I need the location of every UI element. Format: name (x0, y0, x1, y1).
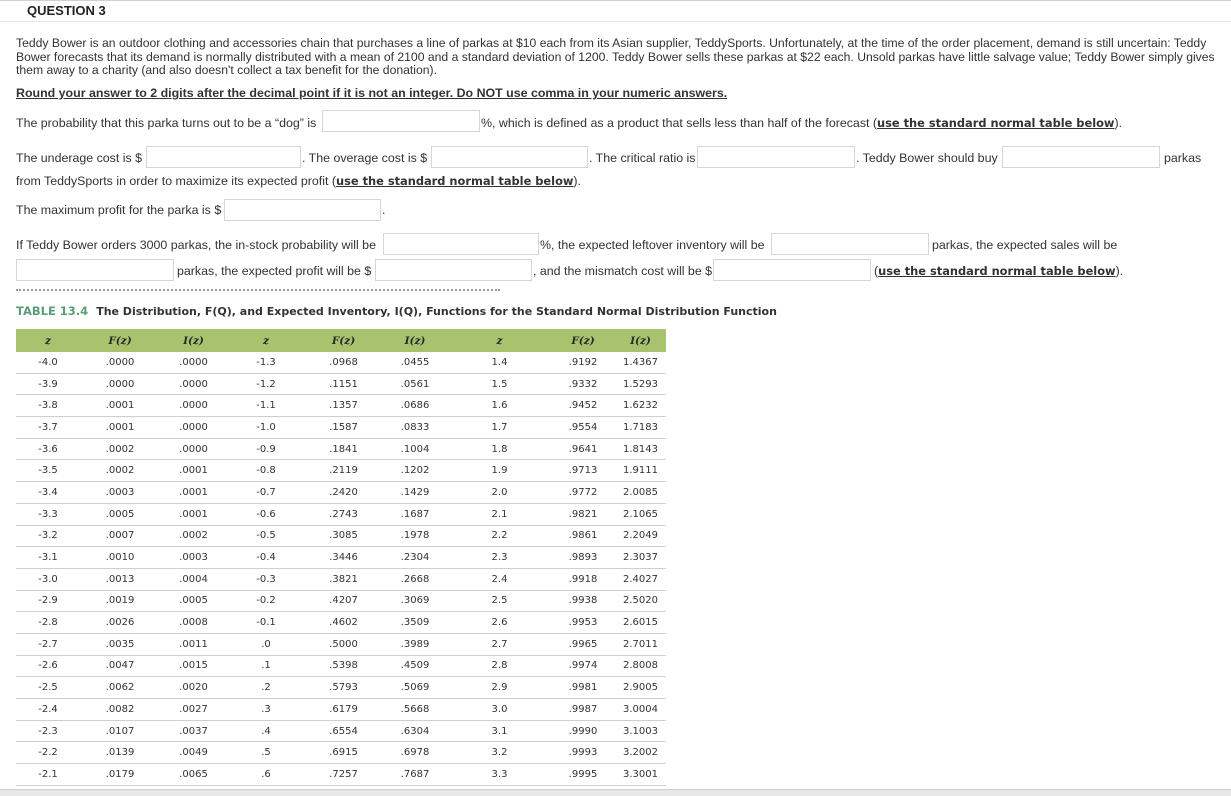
cell-z: -2.6 (16, 655, 80, 677)
in-stock-probability-input[interactable] (383, 233, 539, 255)
cell-z: -3.2 (16, 525, 80, 547)
table-row (448, 395, 666, 417)
table-row (16, 503, 227, 525)
table-row (16, 677, 227, 699)
cell-fz: .9974 (551, 655, 615, 677)
table-row (16, 482, 227, 504)
cell-iz: 2.3037 (615, 547, 666, 569)
table-row (227, 482, 448, 504)
cell-z: 3.2 (448, 742, 551, 764)
header-fz: F(z) (80, 329, 160, 352)
cell-iz: 2.8008 (615, 655, 666, 677)
cell-fz: .0000 (80, 352, 160, 373)
cell-fz: .0035 (80, 633, 160, 655)
cell-iz: .0000 (160, 373, 227, 395)
normal-table-link[interactable]: use the standard normal table below (878, 264, 1116, 278)
cell-z: -1.3 (227, 352, 305, 373)
table-row (227, 699, 448, 721)
cell-fz: .1357 (305, 395, 382, 417)
cell-z: -4.0 (16, 352, 80, 373)
cell-iz: .0037 (160, 720, 227, 742)
cell-z: .3 (227, 699, 305, 721)
table-row (16, 352, 227, 373)
cell-fz: .9713 (551, 460, 615, 482)
cell-iz: .0002 (160, 525, 227, 547)
cell-fz: .2420 (305, 482, 382, 504)
table-row (227, 764, 448, 786)
cell-iz: .0000 (160, 395, 227, 417)
overage-cost-label: . The overage cost is $ (302, 151, 428, 165)
cell-iz: .6304 (382, 720, 448, 742)
cell-z: -0.7 (227, 482, 305, 504)
table-row (448, 352, 666, 373)
cell-fz: .3446 (305, 547, 382, 569)
table-row (227, 395, 448, 417)
table-row (448, 699, 666, 721)
cell-iz: .4509 (382, 655, 448, 677)
cell-iz: 3.1003 (615, 720, 666, 742)
cell-fz: .4207 (305, 590, 382, 612)
cell-fz: .1841 (305, 438, 382, 460)
cell-z: .2 (227, 677, 305, 699)
table-row (16, 417, 227, 439)
q4-end: ). (1115, 264, 1124, 278)
cell-iz: 2.6015 (615, 612, 666, 634)
max-profit-end: . (382, 203, 386, 217)
cell-z: -3.6 (16, 438, 80, 460)
cell-fz: .9332 (551, 373, 615, 395)
cell-iz: .0001 (160, 503, 227, 525)
table-row (448, 525, 666, 547)
cell-fz: .9821 (551, 503, 615, 525)
expected-profit-3000-input[interactable] (375, 259, 532, 281)
cell-iz: .0065 (160, 764, 227, 786)
cell-iz: .0049 (160, 742, 227, 764)
header-z: z (448, 329, 551, 352)
table-row (448, 590, 666, 612)
cell-iz: 2.2049 (615, 525, 666, 547)
cell-fz: .0082 (80, 699, 160, 721)
table-row (227, 503, 448, 525)
table-number: TABLE 13.4 (16, 304, 89, 318)
header-fz: F(z) (305, 329, 382, 352)
problem-statement: Teddy Bower is an outdoor clothing and accessories chain that purchases a line of parkas at $10 each from its Asian supplier, TeddySports. Unfortunately, at the time of the order placement, demand is still uncertain: Teddy Bower forecasts that its demand is normally distributed with a mean of 2100 and a standard deviation of 1200. Teddy Bower sells these parkas at $22 each. Unsold parkas have little salvage value; Teddy Bower simply gives them away to a charity (and also doesn't collect a tax benefit for the donation). (16, 36, 1215, 77)
cell-iz: .1202 (382, 460, 448, 482)
cell-z: -2.2 (16, 742, 80, 764)
cell-z: -0.6 (227, 503, 305, 525)
cell-fz: .9987 (551, 699, 615, 721)
cell-fz: .0062 (80, 677, 160, 699)
header-z: z (16, 329, 80, 352)
cell-z: 2.7 (448, 633, 551, 655)
critical-ratio-label: . The critical ratio is (589, 151, 696, 165)
normal-table-block-1 (16, 329, 227, 786)
table-row (448, 503, 666, 525)
cell-fz: .9993 (551, 742, 615, 764)
cell-z: -0.5 (227, 525, 305, 547)
cell-fz: .0002 (80, 460, 160, 482)
cell-z: -2.8 (16, 612, 80, 634)
table-row (16, 525, 227, 547)
cell-iz: .0027 (160, 699, 227, 721)
cell-fz: .2119 (305, 460, 382, 482)
order-quantity-label: . Teddy Bower should buy (856, 151, 998, 165)
dog-probability-suffix (481, 116, 1122, 130)
cell-fz: .9893 (551, 547, 615, 569)
cell-iz: 3.2002 (615, 742, 666, 764)
table-row (227, 460, 448, 482)
dog-probability-input[interactable] (322, 110, 480, 132)
q4-table-reference: (use the standard normal table below). (874, 264, 1124, 278)
table-row (16, 438, 227, 460)
cell-fz: .9918 (551, 568, 615, 590)
cell-iz: .0008 (160, 612, 227, 634)
rounding-instruction: Round your answer to 2 digits after the decimal point if it is not an integer. Do NOT use comma in your numeric answers. (16, 86, 728, 100)
expected-profit-line (16, 174, 581, 188)
table-row (448, 742, 666, 764)
cell-z: 1.8 (448, 438, 551, 460)
cell-iz: .0001 (160, 460, 227, 482)
cell-z: 1.7 (448, 417, 551, 439)
cell-z: -3.9 (16, 373, 80, 395)
cell-z: 1.5 (448, 373, 551, 395)
cell-fz: .9965 (551, 633, 615, 655)
table-row (448, 547, 666, 569)
cell-fz: .9995 (551, 764, 615, 786)
question-title: QUESTION 3 (27, 3, 106, 18)
cell-z: .6 (227, 764, 305, 786)
cell-iz: 2.9005 (615, 677, 666, 699)
cell-iz: .0000 (160, 352, 227, 373)
cell-iz: .2304 (382, 547, 448, 569)
table-row (448, 764, 666, 786)
table-row (227, 655, 448, 677)
max-profit-label: The maximum profit for the parka is $ (16, 203, 222, 217)
cell-z: -3.7 (16, 417, 80, 439)
table-row (16, 764, 227, 786)
cell-z: 2.8 (448, 655, 551, 677)
expected-sales-label: parkas, the expected sales will be (932, 238, 1118, 252)
cell-iz: .3509 (382, 612, 448, 634)
cell-fz: .0000 (80, 373, 160, 395)
table-row (448, 720, 666, 742)
cell-fz: .0026 (80, 612, 160, 634)
leftover-inventory-input[interactable] (771, 233, 929, 255)
cell-iz: 3.3001 (615, 764, 666, 786)
header-iz: I(z) (382, 329, 448, 352)
table-row (227, 438, 448, 460)
cell-iz: .3989 (382, 633, 448, 655)
cell-z: 1.6 (448, 395, 551, 417)
cell-iz: 3.0004 (615, 699, 666, 721)
cell-z: -3.8 (16, 395, 80, 417)
cell-fz: .0047 (80, 655, 160, 677)
cell-iz: 1.4367 (615, 352, 666, 373)
expected-profit-3000-label: parkas, the expected profit will be $ (177, 264, 372, 278)
cell-fz: .0003 (80, 482, 160, 504)
cell-iz: .0003 (160, 547, 227, 569)
cell-fz: .9554 (551, 417, 615, 439)
cell-z: -0.2 (227, 590, 305, 612)
table-row (227, 612, 448, 634)
cell-fz: .4602 (305, 612, 382, 634)
mismatch-cost-input[interactable] (713, 259, 871, 281)
cell-fz: .0968 (305, 352, 382, 373)
header-fz: F(z) (551, 329, 615, 352)
separator (16, 289, 500, 291)
table-row (227, 525, 448, 547)
cell-fz: .0179 (80, 764, 160, 786)
table-row (448, 373, 666, 395)
cell-fz: .0001 (80, 395, 160, 417)
table-row (16, 699, 227, 721)
cell-z: -0.3 (227, 568, 305, 590)
table-caption (16, 304, 777, 318)
cell-fz: .0139 (80, 742, 160, 764)
underage-cost-label: The underage cost is $ (16, 151, 143, 165)
cell-z: -3.4 (16, 482, 80, 504)
cell-iz: .6978 (382, 742, 448, 764)
cell-iz: .0011 (160, 633, 227, 655)
max-profit-input[interactable] (224, 199, 381, 221)
table-row (16, 612, 227, 634)
cell-fz: .9452 (551, 395, 615, 417)
cell-z: -3.1 (16, 547, 80, 569)
cell-iz: .0561 (382, 373, 448, 395)
cell-fz: .9990 (551, 720, 615, 742)
cell-z: 1.9 (448, 460, 551, 482)
table-row (448, 633, 666, 655)
normal-table-link[interactable]: use the standard normal table below (877, 116, 1115, 130)
cell-fz: .0013 (80, 568, 160, 590)
cell-iz: 2.7011 (615, 633, 666, 655)
expected-sales-input[interactable] (16, 259, 174, 281)
table-row (16, 395, 227, 417)
cell-fz: .6554 (305, 720, 382, 742)
expected-profit-text: from TeddySports in order to maximize its expected profit ( (16, 174, 336, 188)
normal-table-link[interactable]: use the standard normal table below (336, 174, 574, 188)
cell-fz: .5398 (305, 655, 382, 677)
cell-iz: 1.7183 (615, 417, 666, 439)
dog-probability-after: %, which is defined as a product that sells less than half of the forecast ( (481, 116, 878, 130)
cell-fz: .3821 (305, 568, 382, 590)
table-row (16, 568, 227, 590)
cell-z: -3.0 (16, 568, 80, 590)
table-row (448, 482, 666, 504)
cell-z: 2.6 (448, 612, 551, 634)
cell-fz: .7257 (305, 764, 382, 786)
cell-z: 3.3 (448, 764, 551, 786)
table-row (227, 547, 448, 569)
cell-iz: 2.1065 (615, 503, 666, 525)
cell-z: .0 (227, 633, 305, 655)
question-header (0, 0, 1231, 22)
cell-fz: .5793 (305, 677, 382, 699)
cell-iz: 1.8143 (615, 438, 666, 460)
cell-z: 2.2 (448, 525, 551, 547)
cell-iz: 1.9111 (615, 460, 666, 482)
table-row (227, 568, 448, 590)
cell-iz: .0455 (382, 352, 448, 373)
table-row (16, 460, 227, 482)
cell-z: .4 (227, 720, 305, 742)
cell-iz: .0000 (160, 438, 227, 460)
cell-z: -0.4 (227, 547, 305, 569)
table-row (16, 742, 227, 764)
cell-z: .5 (227, 742, 305, 764)
cell-z: 2.3 (448, 547, 551, 569)
table-row (448, 677, 666, 699)
cell-z: 2.5 (448, 590, 551, 612)
cell-iz: .1429 (382, 482, 448, 504)
cell-z: -2.1 (16, 764, 80, 786)
cell-fz: .9861 (551, 525, 615, 547)
cell-iz: .2668 (382, 568, 448, 590)
table-description: The Distribution, F(Q), and Expected Inventory, I(Q), Functions for the Standard Normal Distribution Function (96, 305, 777, 318)
cell-z: 2.1 (448, 503, 551, 525)
cell-z: -1.1 (227, 395, 305, 417)
table-row (227, 633, 448, 655)
table-row (227, 373, 448, 395)
table-row (16, 373, 227, 395)
table-row (448, 417, 666, 439)
cell-fz: .9981 (551, 677, 615, 699)
cell-z: 3.1 (448, 720, 551, 742)
cell-iz: 2.4027 (615, 568, 666, 590)
cell-z: .1 (227, 655, 305, 677)
cell-fz: .9641 (551, 438, 615, 460)
parkas-unit-label: parkas (1164, 151, 1202, 165)
cell-fz: .0001 (80, 417, 160, 439)
cell-z: 3.0 (448, 699, 551, 721)
cell-fz: .1587 (305, 417, 382, 439)
normal-table-block-3 (448, 329, 666, 786)
cell-fz: .0002 (80, 438, 160, 460)
cell-fz: .6179 (305, 699, 382, 721)
cell-fz: .0007 (80, 525, 160, 547)
cell-iz: .1978 (382, 525, 448, 547)
underage-cost-input[interactable] (146, 146, 301, 168)
cell-fz: .5000 (305, 633, 382, 655)
cell-z: -2.5 (16, 677, 80, 699)
cell-iz: 1.6232 (615, 395, 666, 417)
cell-iz: .1004 (382, 438, 448, 460)
cell-iz: .5069 (382, 677, 448, 699)
leftover-inventory-label: %, the expected leftover inventory will be (540, 238, 765, 252)
cell-fz: .0019 (80, 590, 160, 612)
cell-z: -1.2 (227, 373, 305, 395)
cell-fz: .9192 (551, 352, 615, 373)
cell-iz: .5668 (382, 699, 448, 721)
table-row (227, 742, 448, 764)
table-row (16, 590, 227, 612)
cell-iz: .0686 (382, 395, 448, 417)
cell-fz: .6915 (305, 742, 382, 764)
header-iz: I(z) (160, 329, 227, 352)
cell-z: -3.3 (16, 503, 80, 525)
cell-fz: .9953 (551, 612, 615, 634)
cell-z: 2.0 (448, 482, 551, 504)
cell-iz: .1687 (382, 503, 448, 525)
cell-z: 1.4 (448, 352, 551, 373)
table-row (448, 655, 666, 677)
table-row (448, 568, 666, 590)
cell-fz: .9938 (551, 590, 615, 612)
cell-z: -3.5 (16, 460, 80, 482)
cell-z: -2.4 (16, 699, 80, 721)
cell-fz: .1151 (305, 373, 382, 395)
cell-fz: .0005 (80, 503, 160, 525)
cell-iz: .0000 (160, 417, 227, 439)
table-row (227, 352, 448, 373)
cell-iz: .0001 (160, 482, 227, 504)
cell-fz: .0010 (80, 547, 160, 569)
cell-z: -0.1 (227, 612, 305, 634)
cell-z: -0.9 (227, 438, 305, 460)
cell-iz: .0020 (160, 677, 227, 699)
table-row (448, 438, 666, 460)
table-row (227, 417, 448, 439)
table-row (448, 612, 666, 634)
header-iz: I(z) (615, 329, 666, 352)
mismatch-cost-label: , and the mismatch cost will be $ (533, 264, 713, 278)
cell-iz: .0005 (160, 590, 227, 612)
expected-profit-end: ). (573, 174, 581, 188)
cell-z: -1.0 (227, 417, 305, 439)
cell-z: 2.4 (448, 568, 551, 590)
critical-ratio-input[interactable] (697, 146, 855, 168)
cell-z: -0.8 (227, 460, 305, 482)
cell-iz: 1.5293 (615, 373, 666, 395)
table-row (16, 633, 227, 655)
cell-iz: 2.0085 (615, 482, 666, 504)
table-row (227, 590, 448, 612)
cell-z: -2.3 (16, 720, 80, 742)
cell-fz: .3085 (305, 525, 382, 547)
cell-fz: .9772 (551, 482, 615, 504)
cell-fz: .0107 (80, 720, 160, 742)
in-stock-probability-label: If Teddy Bower orders 3000 parkas, the in-stock probability will be (16, 238, 376, 252)
order-quantity-input[interactable] (1002, 146, 1160, 168)
cell-iz: .3069 (382, 590, 448, 612)
overage-cost-input[interactable] (431, 146, 588, 168)
cell-z: 2.9 (448, 677, 551, 699)
table-row (16, 720, 227, 742)
cell-fz: .2743 (305, 503, 382, 525)
cell-z: -2.9 (16, 590, 80, 612)
cell-z: -2.7 (16, 633, 80, 655)
dog-probability-label: The probability that this parka turns out to be a “dog” is (16, 116, 317, 130)
cell-iz: 2.5020 (615, 590, 666, 612)
normal-table-block-2 (227, 329, 448, 786)
cell-iz: .0833 (382, 417, 448, 439)
header-z: z (227, 329, 305, 352)
dog-probability-end: ). (1114, 116, 1123, 130)
table-row (16, 655, 227, 677)
cell-iz: .7687 (382, 764, 448, 786)
table-row (16, 547, 227, 569)
cell-iz: .0004 (160, 568, 227, 590)
table-row (448, 460, 666, 482)
table-row (227, 677, 448, 699)
table-row (227, 720, 448, 742)
cell-iz: .0015 (160, 655, 227, 677)
